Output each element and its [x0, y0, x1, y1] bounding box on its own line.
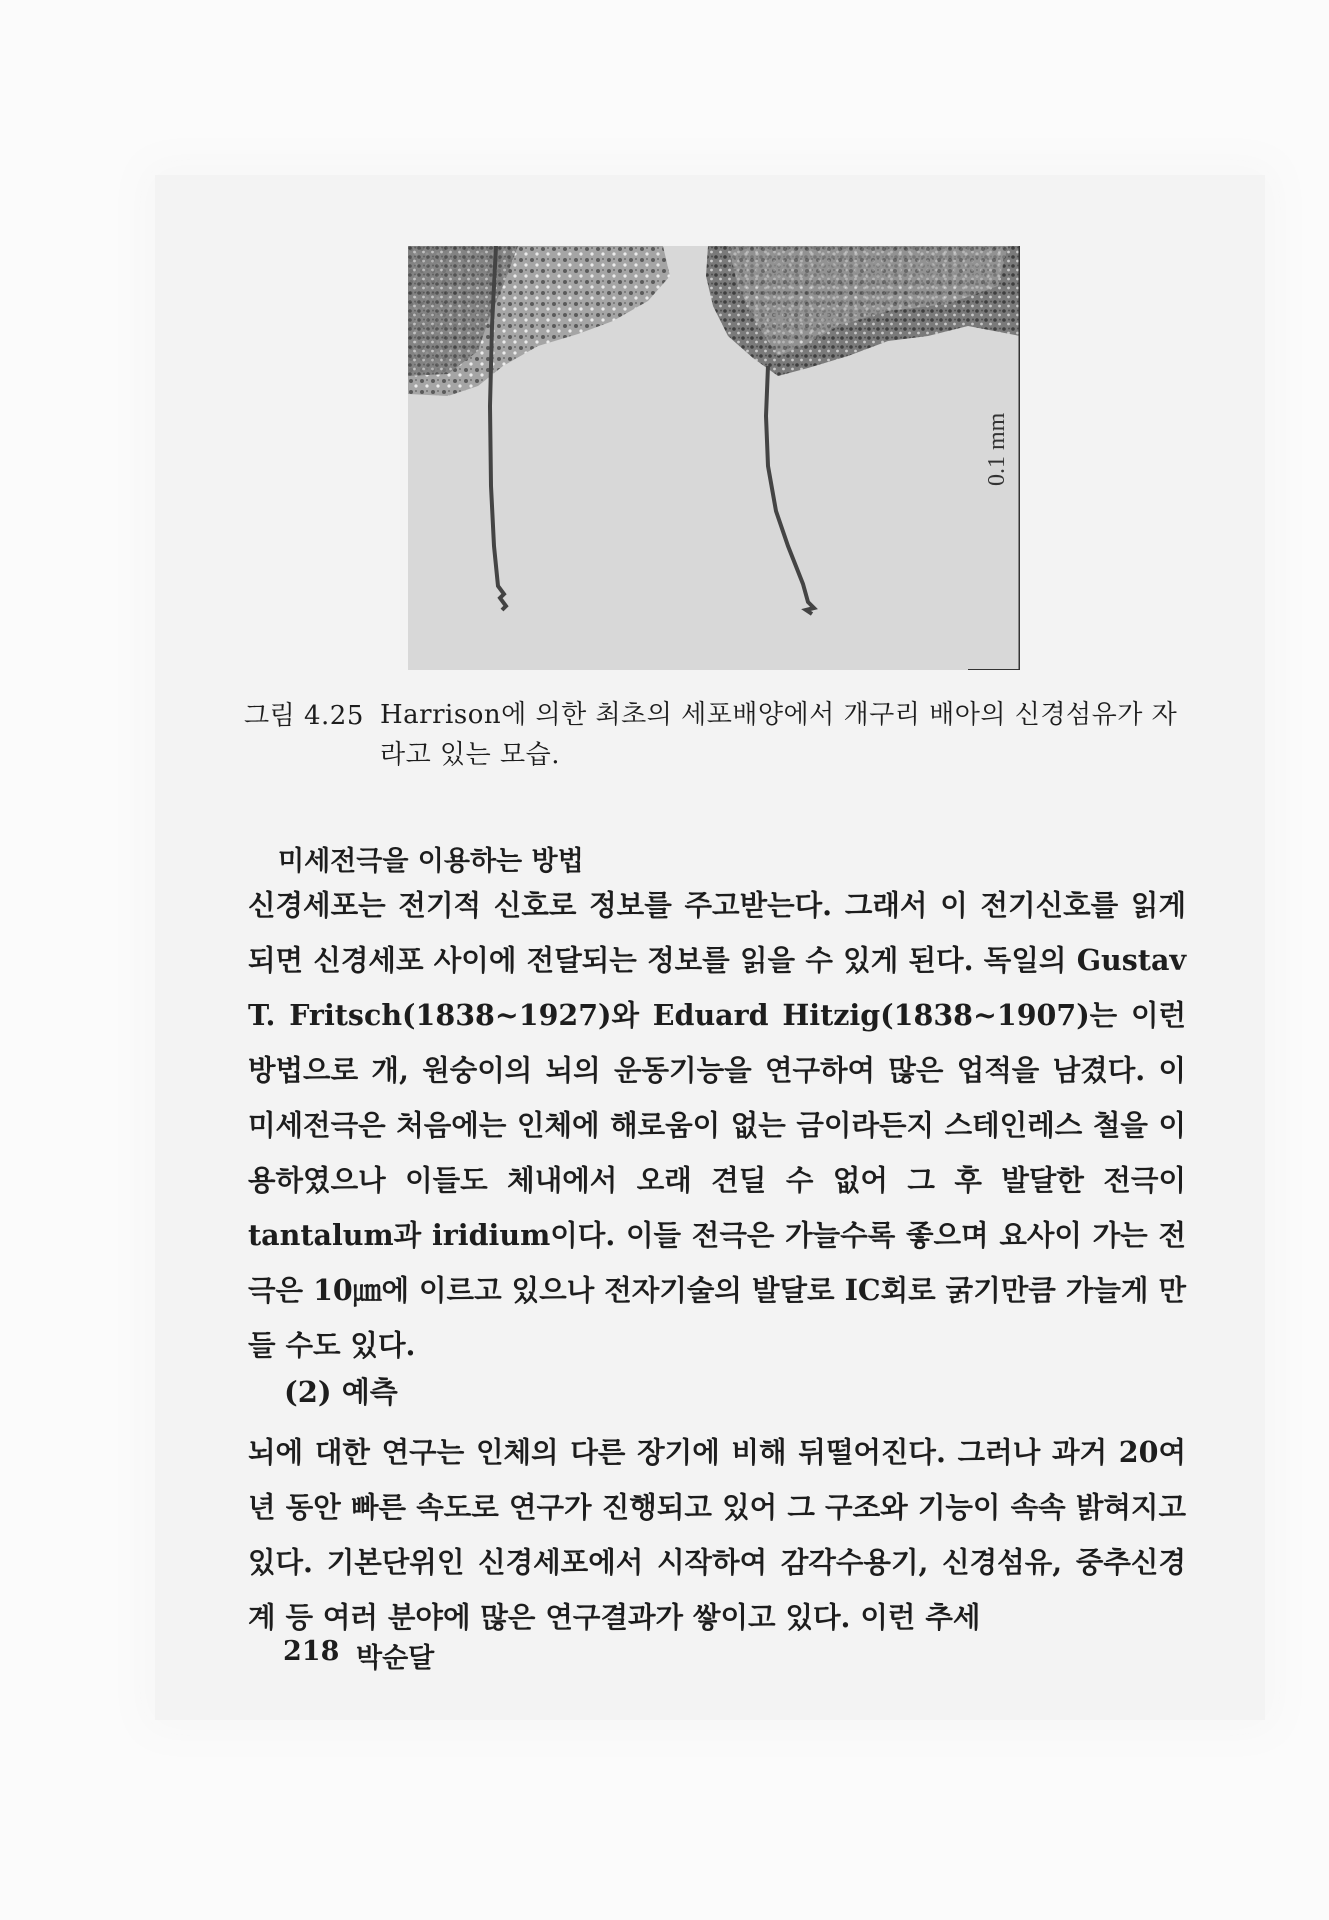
nerve-fiber-illustration — [408, 246, 1020, 670]
nerve-fiber-figure — [408, 246, 1020, 670]
figure-caption: Harrison에 의한 최초의 세포배양에서 개구리 배아의 신경섬유가 자라고 있는 모습. — [380, 700, 1178, 770]
scale-label: 0.1 mm — [984, 412, 1010, 486]
figure-caption-label: 그림 4.25 — [244, 701, 364, 731]
body-paragraph-2: 뇌에 대한 연구는 인체의 다른 장기에 비해 뒤떨어진다. 그러나 과거 20여 년 동안 빠른 속도로 연구가 진행되고 있어 그 구조와 기능이 속속 밝혀지고 있다. 기본단위인 신경세포에서 시작하여 감각수용기, 신경섬유, 중추신경계 등 여러 분야에 많은 연구결과가 쌓이고 있다. 이런 추세 — [248, 1435, 1186, 1634]
running-head: 박순달 — [356, 1643, 435, 1674]
page-number: 218 — [283, 1636, 340, 1667]
subsection-heading: (2) 예측 — [284, 1375, 398, 1409]
section-heading: 미세전극을 이용하는 방법 — [278, 846, 584, 877]
body-paragraph: 신경세포는 전기적 신호로 정보를 주고받는다. 그래서 이 전기신호를 읽게 되면 신경세포 사이에 전달되는 정보를 읽을 수 있게 된다. 독일의 Gustav T. Fritsch(1838~1927)와 Eduard Hitzig(1838~1907)는 이런 방법으로 개, 원숭이의 뇌의 운동기능을 연구하여 많은 업적을 남겼다. 이 미세전극은 처음에는 인체에 해로움이 없는 금이라든지 스테인레스 철을 이용하였으나 이들도 체내에서 오래 견딜 수 없어 그 후 발달한 전극이 tantalum과 iridium이다. 이들 전극은 가늘수록 좋으며 요사이 가는 전극은 10㎛에 이르고 있으나 전자기술의 발달로 IC회로 굵기만큼 가늘게 만들 수도 있다. — [248, 888, 1186, 1362]
right-nerve-fiber — [766, 366, 814, 614]
